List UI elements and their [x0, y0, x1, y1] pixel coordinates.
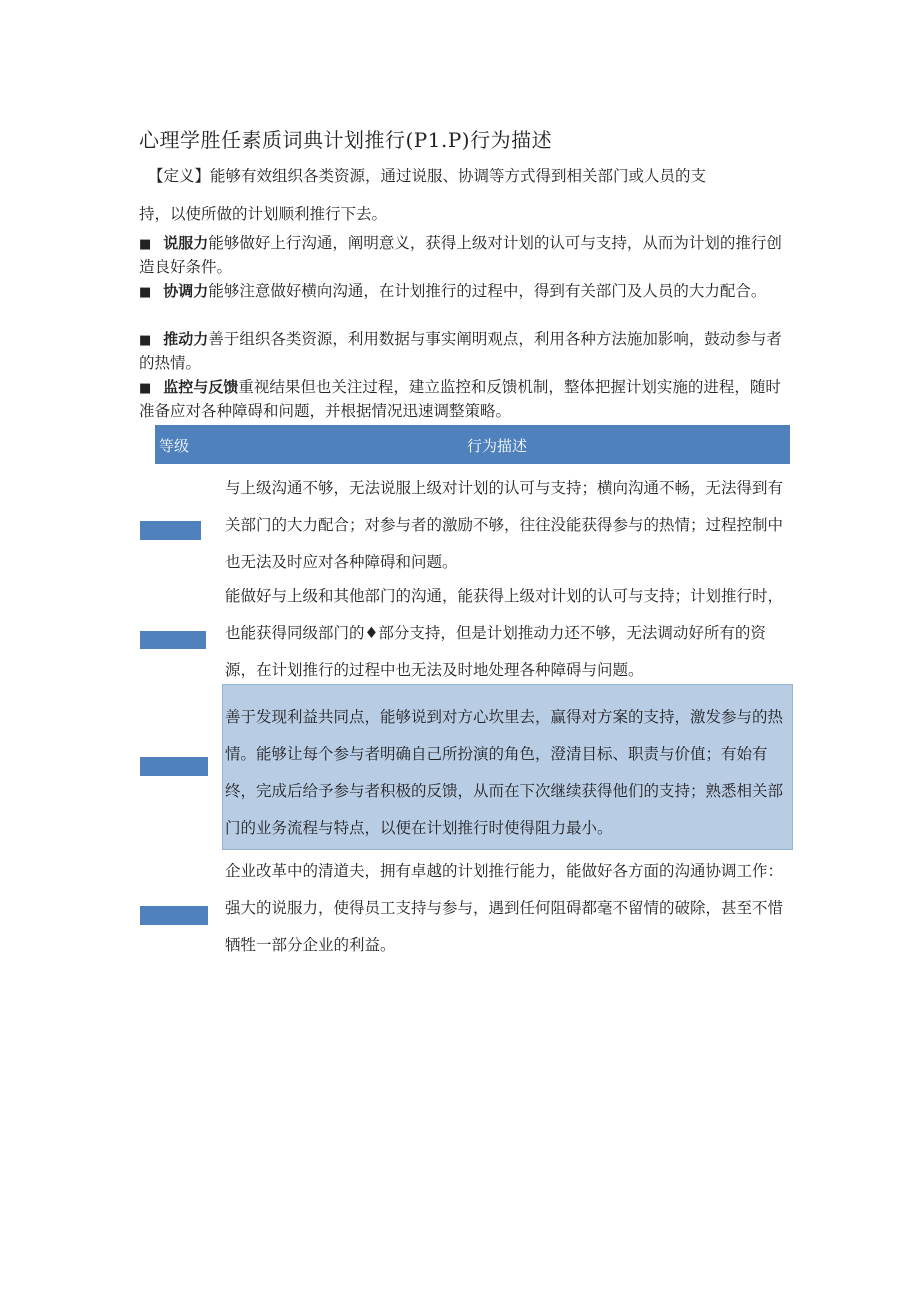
level-bar-3	[140, 757, 208, 776]
bullet-term: 监控与反馈	[163, 378, 239, 396]
table-row-description: 善于发现利益共同点，能够说到对方心坎里去，赢得对方案的支持，激发参与的热情。能够让每个参与者明确自己所扮演的角色，澄清目标、职责与价值；有始有终，完成后给予参与者积极的反馈，从而在下次继续获得他们的支持；熟悉相关部门的业务流程与特点，以便在计划推行时使得阻力最小。	[225, 708, 784, 837]
bullet-text: 能够注意做好横向沟通，在计划推行的过程中，得到有关部门及人员的大力配合。	[208, 282, 767, 300]
bullet-driving-force	[139, 328, 794, 375]
bullet-text: 能够做好上行沟通，阐明意义，获得上级对计划的认可与支持，从而为计划的推行创造良好条件。	[139, 234, 782, 276]
definition-line-2: 持，以使所做的计划顺利推行下去。	[139, 205, 388, 223]
table-header	[155, 425, 790, 464]
square-bullet-icon: ■	[139, 381, 152, 396]
bullet-coordination	[139, 280, 794, 304]
table-row-description: 能做好与上级和其他部门的沟通，能获得上级对计划的认可与支持；计划推行时，也能获得同级部门的♦部分支持，但是计划推动力还不够，无法调动好所有的资源，在计划推行的过程中也无法及时地处理各种障碍与问题。	[225, 587, 784, 679]
square-bullet-icon: ■	[139, 333, 152, 348]
bullet-term: 推动力	[163, 330, 209, 348]
bullet-term: 说服力	[163, 234, 209, 252]
bullet-text: 善于组织各类资源，利用数据与事实阐明观点，利用各种方法施加影响，鼓动参与者的热情。	[139, 330, 782, 372]
square-bullet-icon: ■	[139, 285, 152, 300]
level-bar-1	[140, 521, 201, 540]
header-description: 行为描述	[467, 437, 528, 455]
square-bullet-icon: ■	[139, 237, 152, 252]
header-level: 等级	[159, 437, 190, 455]
level-bar-2	[140, 631, 206, 649]
table-row-description: 与上级沟通不够，无法说服上级对计划的认可与支持；横向沟通不畅，无法得到有关部门的大力配合；对参与者的激励不够，往往没能获得参与的热情；过程控制中也无法及时应对各种障碍和问题。	[225, 479, 784, 571]
table-row-description: 企业改革中的清道夫，拥有卓越的计划推行能力，能做好各方面的沟通协调工作：强大的说服力，使得员工支持与参与，遇到任何阻碍都毫不留情的破除，甚至不惜牺牲一部分企业的利益。	[225, 862, 784, 954]
page-title: 心理学胜任素质词典计划推行(P1.P)行为描述	[139, 128, 553, 152]
level-bar-4	[140, 906, 208, 925]
bullet-term: 协调力	[163, 282, 209, 300]
bullet-text: 重视结果但也关注过程，建立监控和反馈机制，整体把握计划实施的进程，随时准备应对各种障碍和问题，并根据情况迅速调整策略。	[139, 378, 781, 420]
bullet-monitoring-feedback	[139, 376, 794, 423]
definition-line-1: 【定义】能够有效组织各类资源，通过说服、协调等方式得到相关部门或人员的支	[148, 167, 707, 185]
bullet-persuasion	[139, 232, 794, 279]
